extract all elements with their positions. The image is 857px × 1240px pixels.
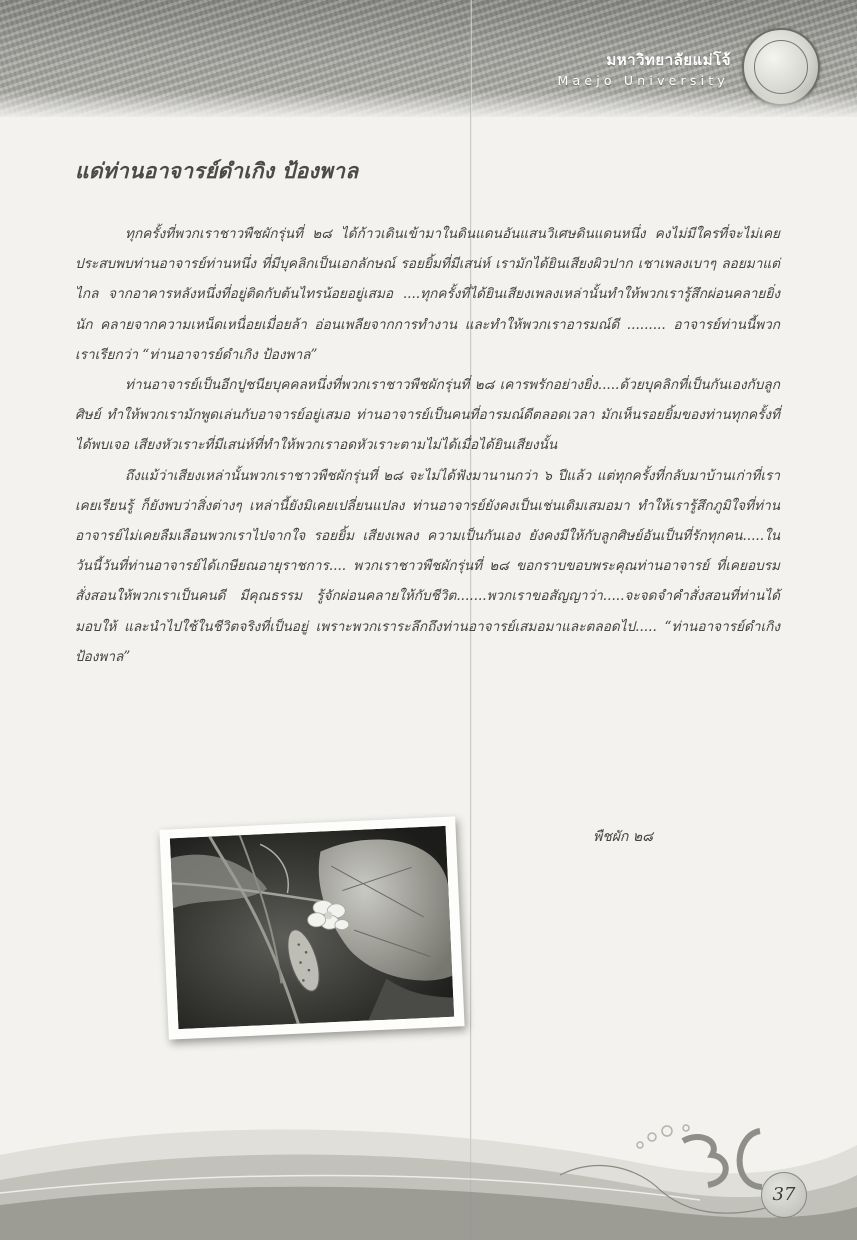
header-banner xyxy=(0,0,857,117)
page-number: 37 xyxy=(761,1172,807,1218)
article-paragraph-1: ทุกครั้งที่พวกเราชาวพืชผักรุ่นที่ ๒๘ ได้ก้าวเดินเข้ามาในดินแดนอันแสนวิเศษดินแดนหนึ่ง คงไม่มีใครที่จะไม่เคยประสบพบท่านอาจารย์ท่านหนึ่ง ที่มีบุคลิกเป็นเอกลักษณ์ รอยยิ้มที่มีเสน่ห์ เรามักได้ยินเสียงผิวปาก เชาเพลงเบาๆ ลอยมาแต่ไกล จากอาคารหลังหนึ่งที่อยู่ติดกับต้นไทรน้อยอยู่เสมอ ....ทุกครั้งที่ได้ยินเสียงเพลงเหล่านั้นทำให้พวกเรารู้สึกผ่อนคลายยิ่งนัก คลายจากความเหน็ดเหนื่อยเมื่อยล้า อ่อนเพลียจากการทำงาน และทำให้พวกเราอารมณ์ดี ......... อาจารย์ท่านนี้พวกเราเรียกว่า “ท่านอาจารย์ดำเกิง ป้องพาล” xyxy=(75,226,780,363)
cucumber-plant-photo xyxy=(159,816,464,1039)
article-body xyxy=(75,219,780,672)
university-name-th: มหาวิทยาลัยแม่โจ้ xyxy=(606,51,731,69)
article-title: แด่ท่านอาจารย์ดำเกิง ป้องพาล xyxy=(75,158,359,183)
university-name-en: Maejo University xyxy=(557,73,729,88)
photo-image xyxy=(170,826,454,1029)
article-paragraph-2: ท่านอาจารย์เป็นอีกปูชนียบุคคลหนึ่งที่พวกเราชาวพืชผักรุ่นที่ ๒๘ เคารพรักอย่างยิ่ง.....ด้วยบุคลิกที่เป็นกันเองกับลูกศิษย์ ทำให้พวกเรามักพูดเล่นกับอาจารย์อยู่เสมอ ท่านอาจารย์เป็นคนที่อารมณ์ดีตลอดเวลา มักเห็นรอยยิ้มของท่านทุกครั้งที่ได้พบเจอ เสียงหัวเราะที่มีเสน่ห์ที่ทำให้พวกเราอดหัวเราะตามไม่ได้เมื่อได้ยินเสียงนั้น xyxy=(75,377,780,454)
signature: พืชผัก ๒๘ xyxy=(593,829,653,845)
swirl-30-logo-icon xyxy=(0,1095,857,1240)
article-paragraph-3: ถึงแม้ว่าเสียงเหล่านั้นพวกเราชาวพืชผักรุ่นที่ ๒๘ จะไม่ได้ฟังมานานกว่า ๖ ปีแล้ว แต่ทุกครั้งที่กลับมาบ้านเก่าที่เราเคยเรียนรู้ ก็ยังพบว่าสิ่งต่างๆ เหล่านี้ยังมิเคยเปลี่ยนแปลง ท่านอาจารย์ยังคงเป็นเช่นเดิมเสมอมา ทำให้เรารู้สึกภูมิใจที่ท่านอาจารย์ไม่เคยลืมเลือนพวกเราไปจากใจ รอยยิ้ม เสียงเพลง ความเป็นกันเอง ยังคงมีให้กับลูกศิษย์อันเป็นที่รักทุกคน.....ในวันนี้วันที่ท่านอาจารย์ได้เกษียณอายุราชการ.... พวกเราชาวพืชผักรุ่นที่ ๒๘ ขอกราบขอบพระคุณท่านอาจารย์ ที่เคยอบรมสั่งสอนให้พวกเราเป็นคนดี มีคุณธรรม รู้จักผ่อนคลายให้กับชีวิต.......พวกเราขอสัญญาว่า.....จะจดจำคำสั่งสอนที่ท่านได้มอบให้ และนำไปใช้ในชีวิตจริงที่เป็นอยู่ เพราะพวกเราระลึกถึงท่านอาจารย์เสมอมาและตลอดไป..... “ท่านอาจารย์ดำเกิง ป้องพาล” xyxy=(75,467,780,665)
university-seal-icon xyxy=(742,28,820,106)
